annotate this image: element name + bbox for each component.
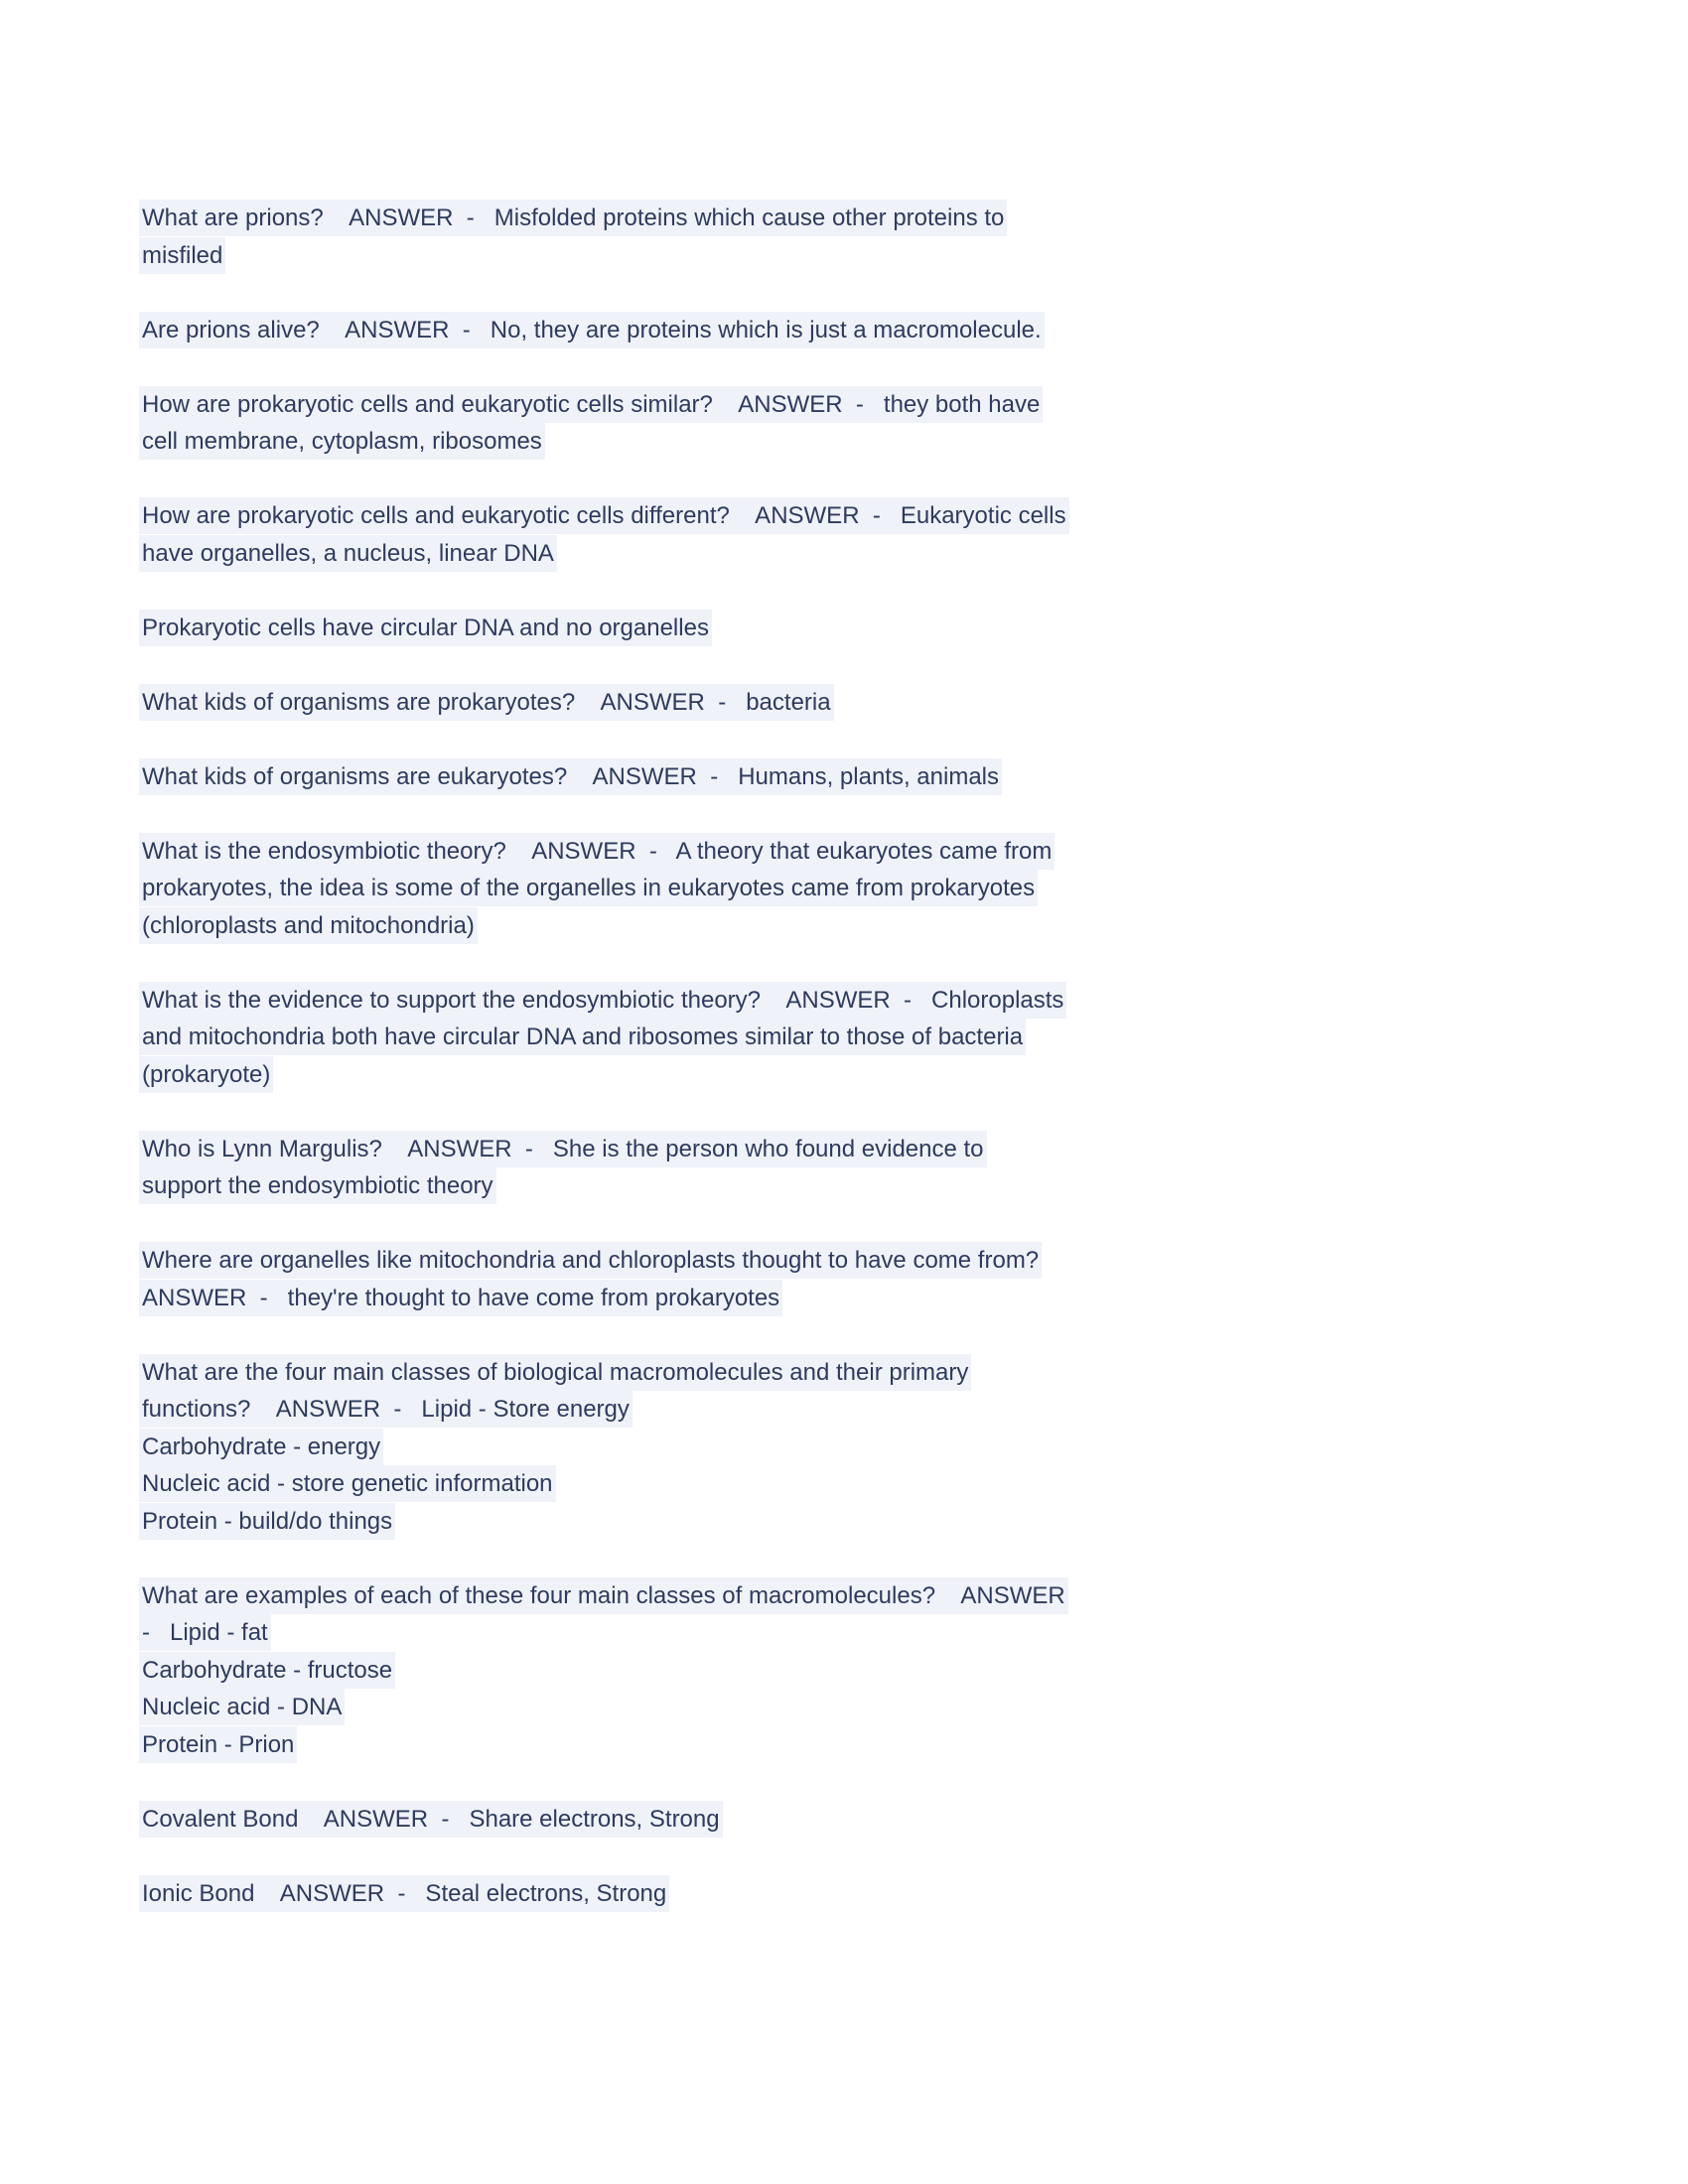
highlighted-line: prokaryotes, the idea is some of the organelles in eukaryotes came from prokaryotes	[139, 870, 1038, 906]
highlighted-line: Protein - Prion	[139, 1726, 297, 1763]
highlighted-line: have organelles, a nucleus, linear DNA	[139, 535, 557, 572]
highlighted-line: Carbohydrate - energy	[139, 1429, 383, 1465]
highlighted-line: What are prions? ANSWER - Misfolded proteins which cause other proteins to	[139, 200, 1007, 236]
highlighted-line: ANSWER - they're thought to have come from prokaryotes	[139, 1280, 782, 1316]
highlighted-line: What are the four main classes of biological macromolecules and their primary	[139, 1354, 971, 1391]
highlighted-line: What is the endosymbiotic theory? ANSWER - A theory that eukaryotes came from	[139, 833, 1055, 870]
highlighted-line: and mitochondria both have circular DNA and ribosomes similar to those of bacteria	[139, 1019, 1026, 1055]
highlighted-line: What kids of organisms are prokaryotes? ANSWER - bacteria	[139, 684, 834, 721]
paragraph	[139, 1131, 1231, 1205]
paragraph	[139, 684, 1231, 722]
paragraph	[139, 1875, 1231, 1913]
paragraph	[139, 1242, 1231, 1316]
paragraph	[139, 758, 1231, 796]
highlighted-line: support the endosymbiotic theory	[139, 1167, 496, 1204]
highlighted-line: Nucleic acid - DNA	[139, 1689, 345, 1725]
highlighted-line: (chloroplasts and mitochondria)	[139, 907, 478, 944]
paragraph	[139, 497, 1231, 572]
paragraph	[139, 1801, 1231, 1839]
highlighted-line: (prokaryote)	[139, 1056, 273, 1093]
highlighted-line: Nucleic acid - store genetic information	[139, 1465, 556, 1502]
highlighted-line: misfiled	[139, 237, 225, 274]
highlighted-line: Prokaryotic cells have circular DNA and no organelles	[139, 610, 712, 646]
highlighted-line: What kids of organisms are eukaryotes? ANSWER - Humans, plants, animals	[139, 758, 1002, 795]
paragraph	[139, 1354, 1231, 1541]
paragraph	[139, 312, 1231, 349]
highlighted-line: What are examples of each of these four main classes of macromolecules? ANSWER	[139, 1577, 1068, 1614]
highlighted-line: Are prions alive? ANSWER - No, they are proteins which is just a macromolecule.	[139, 312, 1045, 348]
paragraph	[139, 200, 1231, 274]
highlighted-line: Where are organelles like mitochondria and chloroplasts thought to have come from?	[139, 1242, 1042, 1279]
paragraph	[139, 610, 1231, 647]
paragraph	[139, 833, 1231, 945]
highlighted-line: functions? ANSWER - Lipid - Store energy	[139, 1391, 633, 1428]
paragraph	[139, 982, 1231, 1094]
highlighted-line: Protein - build/do things	[139, 1503, 395, 1540]
highlighted-line: Carbohydrate - fructose	[139, 1652, 395, 1689]
paragraph	[139, 1577, 1231, 1764]
highlighted-line: - Lipid - fat	[139, 1614, 271, 1651]
highlighted-line: What is the evidence to support the endosymbiotic theory? ANSWER - Chloroplasts	[139, 982, 1066, 1019]
paragraph	[139, 386, 1231, 461]
highlighted-line: Who is Lynn Margulis? ANSWER - She is the person who found evidence to	[139, 1131, 987, 1167]
highlighted-line: Ionic Bond ANSWER - Steal electrons, Strong	[139, 1875, 669, 1912]
highlighted-line: Covalent Bond ANSWER - Share electrons, Strong	[139, 1801, 723, 1838]
document-content	[139, 200, 1231, 1912]
highlighted-line: cell membrane, cytoplasm, ribosomes	[139, 423, 545, 460]
highlighted-line: How are prokaryotic cells and eukaryotic cells different? ANSWER - Eukaryotic cells	[139, 497, 1069, 534]
highlighted-line: How are prokaryotic cells and eukaryotic cells similar? ANSWER - they both have	[139, 386, 1043, 423]
